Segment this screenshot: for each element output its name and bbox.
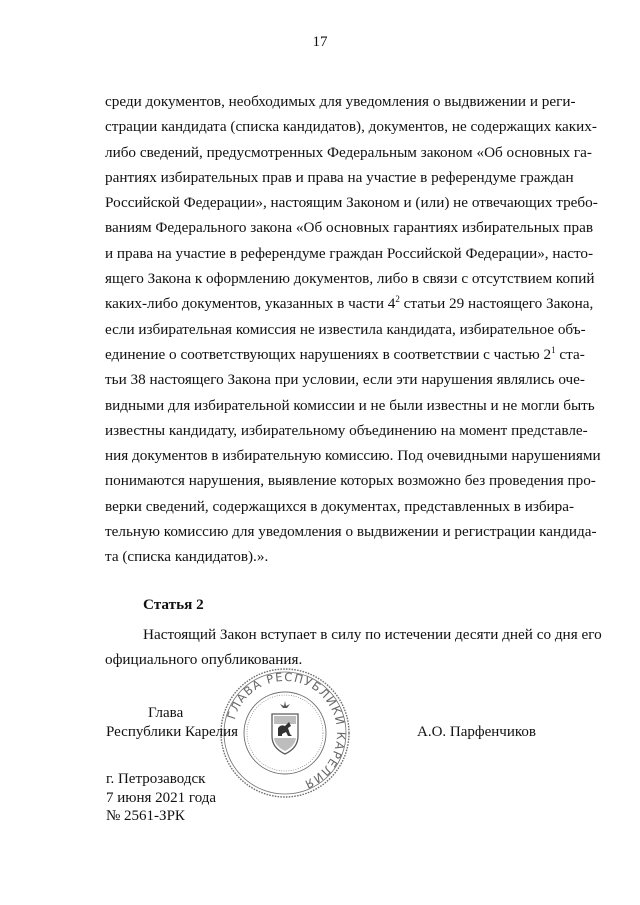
text-line: тьи 38 настоящего Закона при условии, если эти нарушения являлись оче- [105,371,585,389]
text-line: понимаются нарушения, выявление которых возможно без проведения про- [105,472,596,490]
superscript: 1 [551,344,556,355]
text-line: если избирательная комиссия не известила кандидата, избирательное объ- [105,320,586,338]
text-line: ния документов в избирательную комиссию. Под очевидными нарушениями [105,447,601,465]
text-line: ящего Закона к оформлению документов, либо в связи с отсутствием копий [105,270,595,288]
text-fragment: каких-либо документов, указанных в части 4 [105,295,396,313]
text-line: та (списка кандидатов).». [105,548,269,566]
city: г. Петрозаводск [106,771,206,787]
text-line: тельную комиссию для уведомления о выдвижении и регистрации кандида- [105,523,597,541]
superscript: 2 [395,294,400,305]
text-line: ваниям Федерального закона «Об основных гарантиях избирательных прав [105,219,594,237]
text-fragment: статьи 29 настоящего Закона, [399,295,594,313]
official-seal [218,666,352,800]
text-line-with-superscript [105,342,585,367]
place-date-block [106,770,216,826]
text-line: известны кандидату, избирательному объединению на момент представле- [105,421,588,439]
text-line-with-superscript [105,291,594,316]
article-1-continuation [105,89,601,570]
signatory-office: Республики Карелия [106,724,239,740]
law-number: № 2561-ЗРК [106,808,185,824]
date: 7 июня 2021 года [106,789,217,806]
article-2-heading: Статья 2 [143,596,204,613]
text-line: страции кандидата (списка кандидатов), документов, не содержащих каких- [105,118,597,136]
signatory-name: А.О. Парфенчиков [417,724,536,740]
text-fragment: ста- [555,345,585,363]
article-2-body [105,622,602,673]
text-fragment: единение о соответствующих нарушениях в соответствии с частью 2 [105,345,552,363]
text-line: и права на участие в референдуме граждан Российской Федерации», насто- [105,244,594,262]
signatory-title: Глава [148,705,184,721]
page-number: 17 [312,34,328,50]
text-line: официального опубликования. [105,651,303,669]
text-line: рантиях избирательных прав и права на участие в референдуме граждан [105,168,574,186]
coat-of-arms-icon [272,701,298,754]
text-line: верки сведений, содержащихся в документах, представленных в избира- [105,497,575,515]
text-line: видными для избирательной комиссии и не были известны и не могли быть [105,396,595,414]
text-line: либо сведений, предусмотренных Федеральным законом «Об основных га- [105,143,592,161]
text-line: Российской Федерации», настоящим Законом и (или) не отвечающих требо- [105,194,598,212]
text-line: среди документов, необходимых для уведомления о выдвижении и реги- [105,93,576,110]
text-line: Настоящий Закон вступает в силу по истечении десяти дней со дня его [143,626,602,643]
seal-ring-text: ГЛАВА РЕСПУБЛИКИ КАРЕЛИЯ [224,669,349,792]
